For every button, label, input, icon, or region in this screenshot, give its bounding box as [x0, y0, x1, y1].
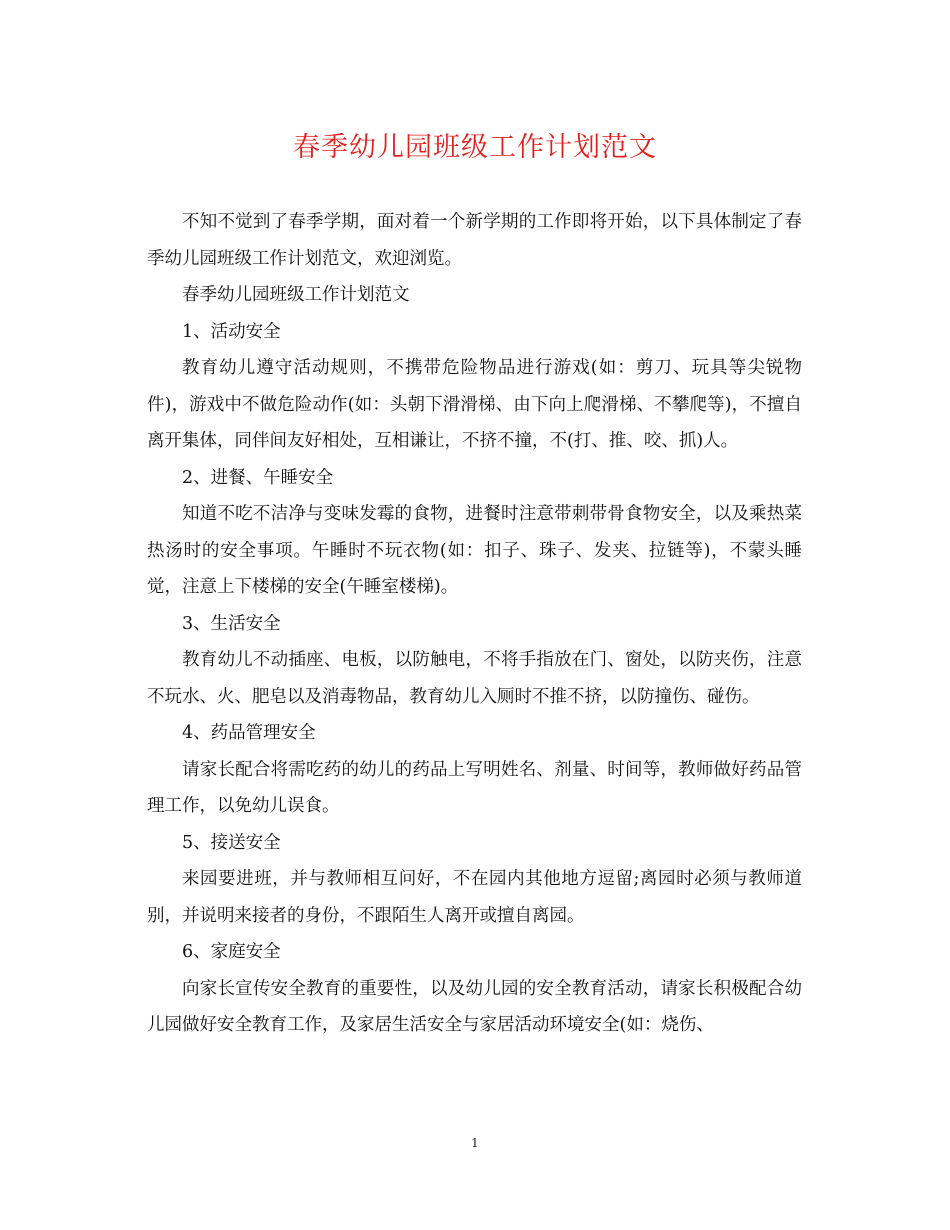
subtitle-paragraph: 春季幼儿园班级工作计划范文: [182, 285, 410, 305]
section-heading-home-safety: 6、家庭安全: [182, 942, 281, 962]
document-title: 春季幼儿园班级工作计划范文: [293, 132, 657, 163]
section-heading-meal-nap-safety: 2、进餐、午睡安全: [182, 467, 334, 488]
page-number: 1: [471, 1136, 479, 1150]
section-heading-activity-safety: 1、活动安全: [182, 321, 281, 342]
section-body-medicine-safety: 请家长配合将需吃药的幼儿的药品上写明姓名、剂量、时间等，教师做好药品管理工作，以免幼儿误食。: [147, 759, 802, 816]
section-body-meal-nap-safety: 知道不吃不洁净与变味发霉的食物，进餐时注意带刺带骨食物安全，以及乘热菜热汤时的安全事项。午睡时不玩衣物(如：扣子、珠子、发夹、拉链等)，不蒙头睡觉，注意上下楼梯的安全(午睡室楼梯)。: [147, 504, 802, 597]
section-body-activity-safety: 教育幼儿遵守活动规则，不携带危险物品进行游戏(如：剪刀、玩具等尖锐物件)，游戏中不做危险动作(如：头朝下滑滑梯、由下向上爬滑梯、不攀爬等)，不擅自离开集体，同伴间友好相处，互相谦让，不挤不撞，不(打、推、咬、抓)人。: [147, 358, 802, 451]
section-body-life-safety: 教育幼儿不动插座、电板，以防触电，不将手指放在门、窗处，以防夹伤，注意不玩水、火、肥皂以及消毒物品，教育幼儿入厕时不推不挤，以防撞伤、碰伤。: [147, 650, 802, 707]
section-heading-life-safety: 3、生活安全: [182, 613, 281, 634]
section-heading-medicine-safety: 4、药品管理安全: [182, 723, 316, 743]
section-body-home-safety: 向家长宣传安全教育的重要性，以及幼儿园的安全教育活动，请家长积极配合幼儿园做好安全教育工作，及家居生活安全与家居活动环境安全(如：烧伤、: [147, 978, 802, 1035]
intro-paragraph: 不知不觉到了春季学期，面对着一个新学期的工作即将开始，以下具体制定了春季幼儿园班级工作计划范文，欢迎浏览。: [147, 212, 802, 269]
section-heading-pickup-safety: 5、接送安全: [182, 832, 281, 853]
document-body: [147, 204, 802, 1044]
section-body-pickup-safety: 来园要进班，并与教师相互问好，不在园内其他地方逗留;离园时必须与教师道别，并说明来接者的身份，不跟陌生人离开或擅自离园。: [147, 869, 802, 926]
